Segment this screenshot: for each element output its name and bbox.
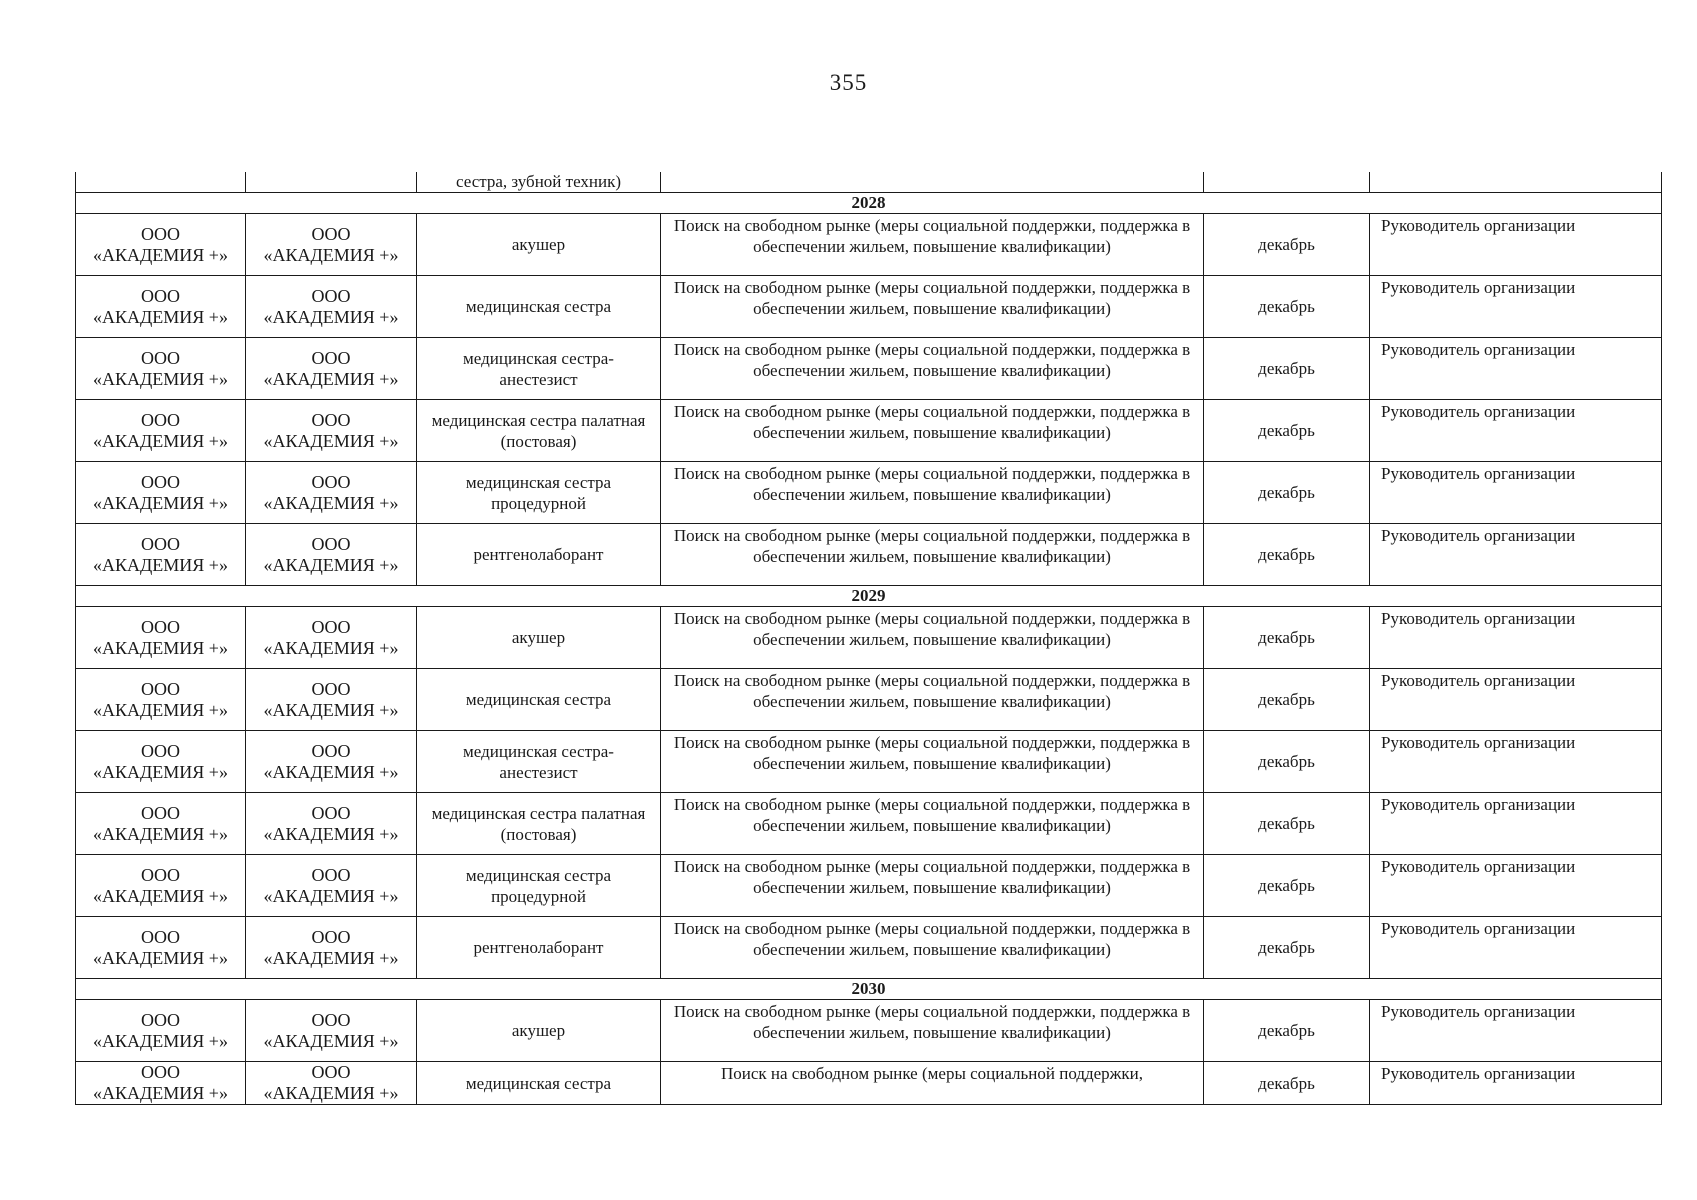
cell-org2 <box>246 172 417 193</box>
cell-responsible: Руководитель организации <box>1370 1000 1662 1062</box>
cell-responsible: Руководитель организации <box>1370 917 1662 979</box>
cell-org1: ООО «АКАДЕМИЯ +» <box>76 524 246 586</box>
cell-org1: ООО «АКАДЕМИЯ +» <box>76 1062 246 1105</box>
table-row <box>76 855 1662 917</box>
cell-responsible: Руководитель организации <box>1370 214 1662 276</box>
cell-term: декабрь <box>1204 855 1370 917</box>
cell-org1: ООО «АКАДЕМИЯ +» <box>76 462 246 524</box>
cell-position: медицинская сестра палатная (постовая) <box>417 793 661 855</box>
cell-org2: ООО «АКАДЕМИЯ +» <box>246 524 417 586</box>
cell-org1: ООО «АКАДЕМИЯ +» <box>76 276 246 338</box>
cell-responsible: Руководитель организации <box>1370 276 1662 338</box>
cell-position: медицинская сестра процедурной <box>417 462 661 524</box>
cell-term: декабрь <box>1204 462 1370 524</box>
cell-org1 <box>76 172 246 193</box>
cell-position: медицинская сестра-анестезист <box>417 731 661 793</box>
cell-org2: ООО «АКАДЕМИЯ +» <box>246 338 417 400</box>
cell-measure: Поиск на свободном рынке (меры социальной поддержки, поддержка в обеспечении жильем, повышение квалификации) <box>661 669 1204 731</box>
cell-org1: ООО «АКАДЕМИЯ +» <box>76 607 246 669</box>
cell-org2: ООО «АКАДЕМИЯ +» <box>246 1062 417 1105</box>
cell-org1: ООО «АКАДЕМИЯ +» <box>76 917 246 979</box>
cell-responsible: Руководитель организации <box>1370 855 1662 917</box>
cell-term: декабрь <box>1204 1000 1370 1062</box>
cell-org2: ООО «АКАДЕМИЯ +» <box>246 462 417 524</box>
cell-position: акушер <box>417 214 661 276</box>
cell-org1: ООО «АКАДЕМИЯ +» <box>76 731 246 793</box>
table-row <box>76 462 1662 524</box>
cell-org1: ООО «АКАДЕМИЯ +» <box>76 669 246 731</box>
cell-responsible: Руководитель организации <box>1370 669 1662 731</box>
table-row <box>76 524 1662 586</box>
cell-position: медицинская сестра <box>417 669 661 731</box>
cell-measure: Поиск на свободном рынке (меры социальной поддержки, поддержка в обеспечении жильем, повышение квалификации) <box>661 524 1204 586</box>
cell-position: акушер <box>417 1000 661 1062</box>
cell-org2: ООО «АКАДЕМИЯ +» <box>246 607 417 669</box>
cell-org1: ООО «АКАДЕМИЯ +» <box>76 793 246 855</box>
cell-org2: ООО «АКАДЕМИЯ +» <box>246 1000 417 1062</box>
cell-measure: Поиск на свободном рынке (меры социальной поддержки, поддержка в обеспечении жильем, повышение квалификации) <box>661 607 1204 669</box>
cell-org1: ООО «АКАДЕМИЯ +» <box>76 214 246 276</box>
cell-org1: ООО «АКАДЕМИЯ +» <box>76 400 246 462</box>
cell-measure: Поиск на свободном рынке (меры социальной поддержки, поддержка в обеспечении жильем, повышение квалификации) <box>661 855 1204 917</box>
cell-position: рентгенолаборант <box>417 524 661 586</box>
cell-term: декабрь <box>1204 731 1370 793</box>
table-row <box>76 1062 1662 1105</box>
cell-org1: ООО «АКАДЕМИЯ +» <box>76 855 246 917</box>
cell-responsible: Руководитель организации <box>1370 793 1662 855</box>
cell-position: медицинская сестра процедурной <box>417 855 661 917</box>
table-row <box>76 669 1662 731</box>
cell-responsible: Руководитель организации <box>1370 462 1662 524</box>
cell-term: декабрь <box>1204 669 1370 731</box>
cell-measure: Поиск на свободном рынке (меры социальной поддержки, поддержка в обеспечении жильем, повышение квалификации) <box>661 731 1204 793</box>
table-row <box>76 917 1662 979</box>
cell-position: медицинская сестра палатная (постовая) <box>417 400 661 462</box>
cell-term <box>1204 172 1370 193</box>
cell-position: акушер <box>417 607 661 669</box>
cell-measure: Поиск на свободном рынке (меры социальной поддержки, поддержка в обеспечении жильем, повышение квалификации) <box>661 400 1204 462</box>
year-row <box>76 979 1662 1000</box>
cell-org2: ООО «АКАДЕМИЯ +» <box>246 855 417 917</box>
cell-responsible: Руководитель организации <box>1370 400 1662 462</box>
table-body <box>76 172 1662 1105</box>
cell-org2: ООО «АКАДЕМИЯ +» <box>246 917 417 979</box>
staffing-plan-table <box>75 172 1662 1105</box>
cell-term: декабрь <box>1204 793 1370 855</box>
cell-term: декабрь <box>1204 276 1370 338</box>
cell-term: декабрь <box>1204 338 1370 400</box>
table-row <box>76 607 1662 669</box>
cell-term: декабрь <box>1204 917 1370 979</box>
cell-term: декабрь <box>1204 524 1370 586</box>
cell-measure: Поиск на свободном рынке (меры социальной поддержки, поддержка в обеспечении жильем, повышение квалификации) <box>661 917 1204 979</box>
cell-measure: Поиск на свободном рынке (меры социальной поддержки, поддержка в обеспечении жильем, повышение квалификации) <box>661 276 1204 338</box>
cell-position: рентгенолаборант <box>417 917 661 979</box>
table-row <box>76 276 1662 338</box>
cell-term: декабрь <box>1204 214 1370 276</box>
table-row <box>76 214 1662 276</box>
cell-org2: ООО «АКАДЕМИЯ +» <box>246 400 417 462</box>
table-row <box>76 793 1662 855</box>
year-row <box>76 586 1662 607</box>
year-heading: 2029 <box>76 586 1662 607</box>
cell-position: медицинская сестра <box>417 276 661 338</box>
cell-responsible <box>1370 172 1662 193</box>
cell-term: декабрь <box>1204 607 1370 669</box>
cell-measure: Поиск на свободном рынке (меры социальной поддержки, поддержка в обеспечении жильем, повышение квалификации) <box>661 793 1204 855</box>
year-row <box>76 193 1662 214</box>
cell-term: декабрь <box>1204 400 1370 462</box>
continuation-row <box>76 172 1662 193</box>
cell-responsible: Руководитель организации <box>1370 607 1662 669</box>
cell-position: медицинская сестра-анестезист <box>417 338 661 400</box>
year-heading: 2028 <box>76 193 1662 214</box>
cell-org2: ООО «АКАДЕМИЯ +» <box>246 793 417 855</box>
table-row <box>76 400 1662 462</box>
cell-org2: ООО «АКАДЕМИЯ +» <box>246 731 417 793</box>
year-heading: 2030 <box>76 979 1662 1000</box>
cell-position: сестра, зубной техник) <box>417 172 661 193</box>
page-number: 355 <box>829 70 868 95</box>
cell-org2: ООО «АКАДЕМИЯ +» <box>246 669 417 731</box>
cell-measure: Поиск на свободном рынке (меры социальной поддержки, поддержка в обеспечении жильем, повышение квалификации) <box>661 338 1204 400</box>
cell-measure: Поиск на свободном рынке (меры социальной поддержки, поддержка в обеспечении жильем, повышение квалификации) <box>661 1000 1204 1062</box>
cell-org1: ООО «АКАДЕМИЯ +» <box>76 1000 246 1062</box>
cell-term: декабрь <box>1204 1062 1370 1105</box>
cell-measure: Поиск на свободном рынке (меры социальной поддержки, поддержка в обеспечении жильем, повышение квалификации) <box>661 214 1204 276</box>
cell-responsible: Руководитель организации <box>1370 338 1662 400</box>
cell-measure: Поиск на свободном рынке (меры социальной поддержки, поддержка в обеспечении жильем, повышение квалификации) <box>661 462 1204 524</box>
cell-responsible: Руководитель организации <box>1370 524 1662 586</box>
cell-org2: ООО «АКАДЕМИЯ +» <box>246 214 417 276</box>
cell-responsible: Руководитель организации <box>1370 731 1662 793</box>
cell-position: медицинская сестра <box>417 1062 661 1105</box>
cell-responsible: Руководитель организации <box>1370 1062 1662 1105</box>
table-row <box>76 1000 1662 1062</box>
cell-org1: ООО «АКАДЕМИЯ +» <box>76 338 246 400</box>
table-row <box>76 731 1662 793</box>
cell-measure: Поиск на свободном рынке (меры социальной поддержки, <box>661 1062 1204 1105</box>
table-row <box>76 338 1662 400</box>
cell-org2: ООО «АКАДЕМИЯ +» <box>246 276 417 338</box>
cell-measure <box>661 172 1204 193</box>
